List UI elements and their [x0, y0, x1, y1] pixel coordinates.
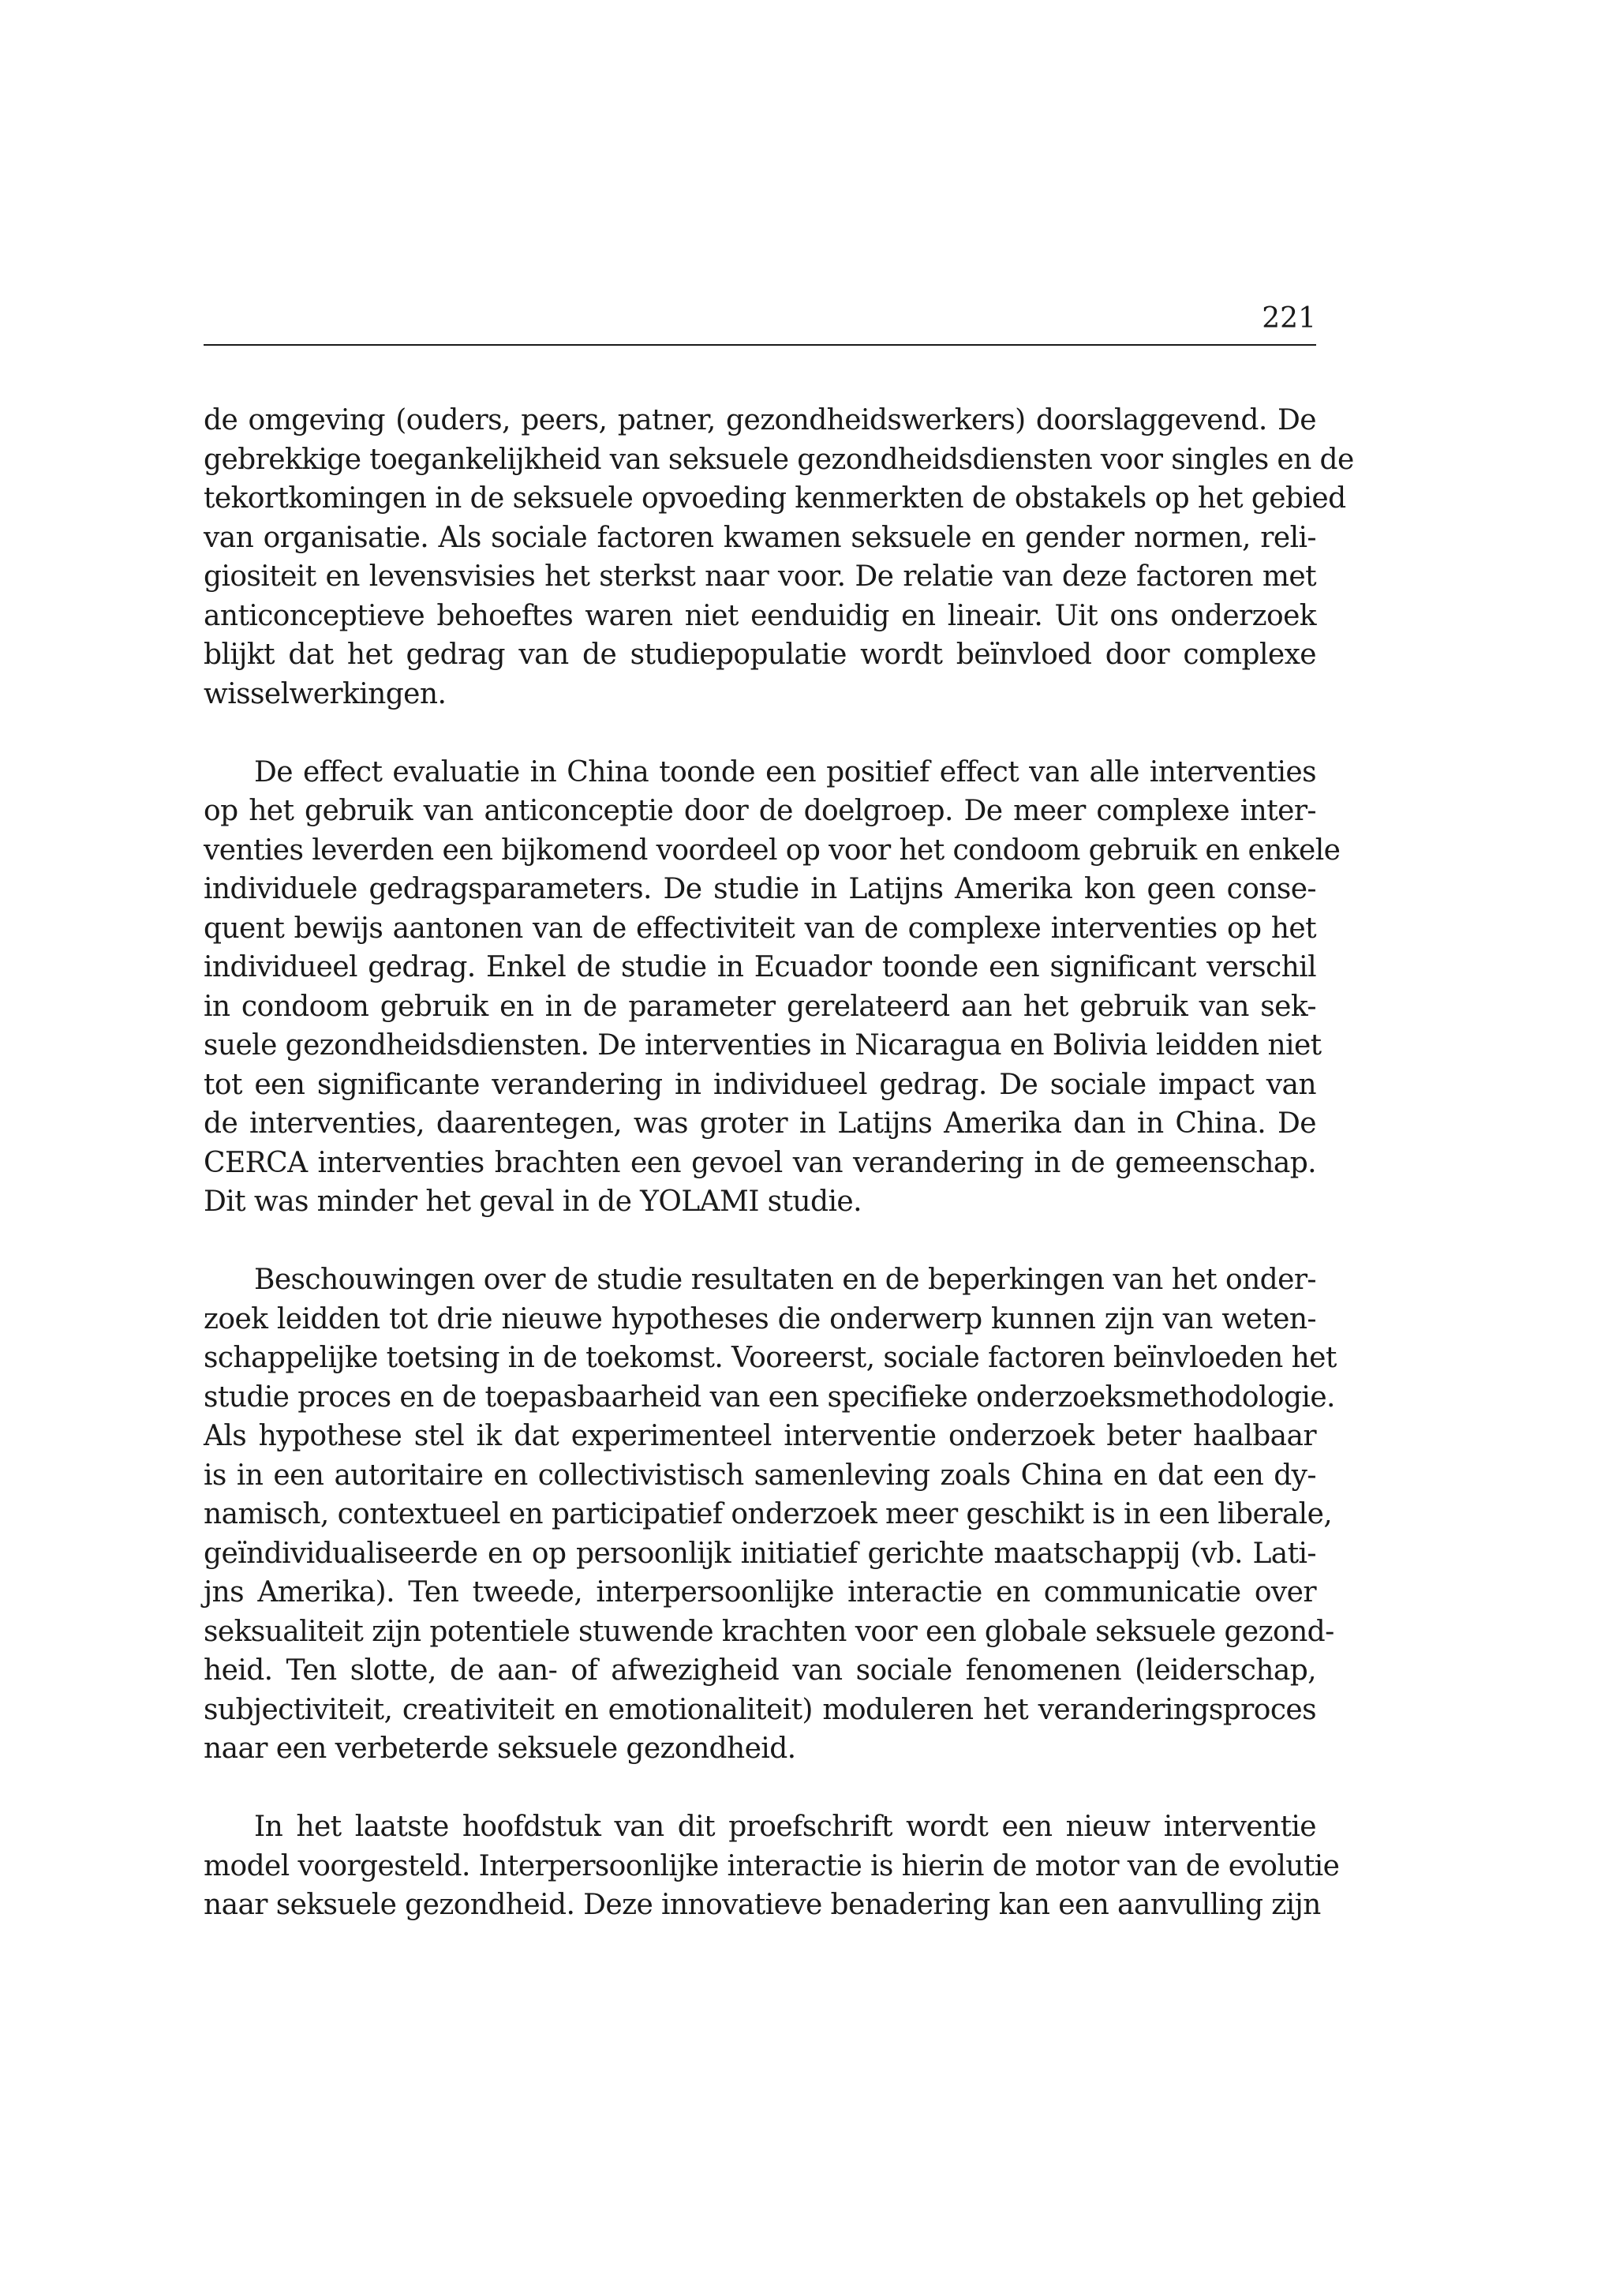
page-number: 221: [1262, 302, 1316, 335]
text-line: individueel gedrag. Enkel de studie in Ecuador toonde een significant verschil: [204, 951, 1316, 983]
text-line: model voorgesteld. Interpersoonlijke interactie is hierin de motor van de evolutie: [204, 1849, 1340, 1882]
text-line: studie proces en de toepasbaarheid van een specifieke onderzoeksmethodologie.: [204, 1380, 1335, 1414]
text-line: in condoom gebruik en in de parameter gerelateerd aan het gebruik van sek-: [204, 990, 1316, 1023]
body-text: [204, 401, 1354, 1964]
text-line: seksualiteit zijn potentiele stuwende krachten voor een globale seksuele gezond-: [204, 1615, 1334, 1648]
text-line: zoek leidden tot drie nieuwe hypotheses die onderwerp kunnen zijn van weten-: [204, 1302, 1316, 1335]
text-line: de interventies, daarentegen, was groter in Latijns Amerika dan in China. De: [204, 1107, 1316, 1140]
text-line: is in een autoritaire en collectivistisch samenleving zoals China en dat een dy-: [204, 1459, 1316, 1492]
text-line: anticonceptieve behoeftes waren niet eenduidig en lineair. Uit ons onderzoek: [204, 599, 1316, 632]
text-line: schappelijke toetsing in de toekomst. Vooreerst, sociale factoren beïnvloeden het: [204, 1342, 1337, 1374]
text-line: wisselwerkingen.: [204, 677, 447, 710]
header-rule: [204, 344, 1316, 346]
paragraph: [204, 1807, 1340, 1925]
text-line: Als hypothese stel ik dat experimenteel interventie onderzoek beter haalbaar: [204, 1420, 1316, 1452]
text-line: CERCA interventies brachten een gevoel van verandering in de gemeenschap.: [204, 1146, 1316, 1179]
text-line: Dit was minder het geval in de YOLAMI studie.: [204, 1185, 862, 1218]
text-line: tot een significante verandering in individueel gedrag. De sociale impact van: [204, 1068, 1316, 1101]
text-line: In het laatste hoofdstuk van dit proefschrift wordt een nieuw interventie: [254, 1811, 1316, 1843]
text-line: van organisatie. Als sociale factoren kwamen seksuele en gender normen, reli-: [204, 521, 1316, 554]
text-line: individuele gedragsparameters. De studie in Latijns Amerika kon geen conse-: [204, 873, 1316, 905]
text-line: naar een verbeterde seksuele gezondheid.: [204, 1732, 796, 1765]
text-line: quent bewijs aantonen van de effectiviteit van de complexe interventies op het: [204, 912, 1316, 945]
text-line: naar seksuele gezondheid. Deze innovatieve benadering kan een aanvulling zijn: [204, 1889, 1321, 1921]
text-line: suele gezondheidsdiensten. De interventies in Nicaragua en Bolivia leidden niet: [204, 1029, 1322, 1062]
paragraph: [204, 401, 1354, 714]
text-line: De effect evaluatie in China toonde een positief effect van alle interventies: [254, 755, 1316, 788]
text-line: tekortkomingen in de seksuele opvoeding kenmerkten de obstakels op het gebied: [204, 482, 1346, 515]
text-line: gebrekkige toegankelijkheid van seksuele gezondheidsdiensten voor singles en de: [204, 443, 1354, 476]
text-line: heid. Ten slotte, de aan- of afwezigheid van sociale fenomenen (leiderschap,: [204, 1654, 1316, 1687]
text-line: de omgeving (ouders, peers, patner, gezondheidswerkers) doorslaggevend. De: [204, 404, 1316, 436]
text-line: jns Amerika). Ten tweede, interpersoonlijke interactie en communicatie over: [204, 1576, 1316, 1609]
text-line: giositeit en levensvisies het sterkst naar voor. De relatie van deze factoren met: [204, 560, 1316, 593]
paragraph: [204, 1260, 1337, 1769]
paragraph: [204, 753, 1341, 1222]
text-line: subjectiviteit, creativiteit en emotionaliteit) moduleren het veranderingsproces: [204, 1693, 1316, 1726]
text-line: geïndividualiseerde en op persoonlijk initiatief gerichte maatschappij (vb. Lati-: [204, 1537, 1316, 1570]
text-line: venties leverden een bijkomend voordeel op voor het condoom gebruik en enkele: [204, 833, 1341, 867]
text-line: blijkt dat het gedrag van de studiepopulatie wordt beïnvloed door complexe: [204, 639, 1316, 671]
text-line: Beschouwingen over de studie resultaten en de beperkingen van het onder-: [254, 1264, 1316, 1296]
text-line: namisch, contextueel en participatief onderzoek meer geschikt is in een liberale,: [204, 1498, 1333, 1530]
text-line: op het gebruik van anticonceptie door de doelgroep. De meer complexe inter-: [204, 795, 1316, 827]
